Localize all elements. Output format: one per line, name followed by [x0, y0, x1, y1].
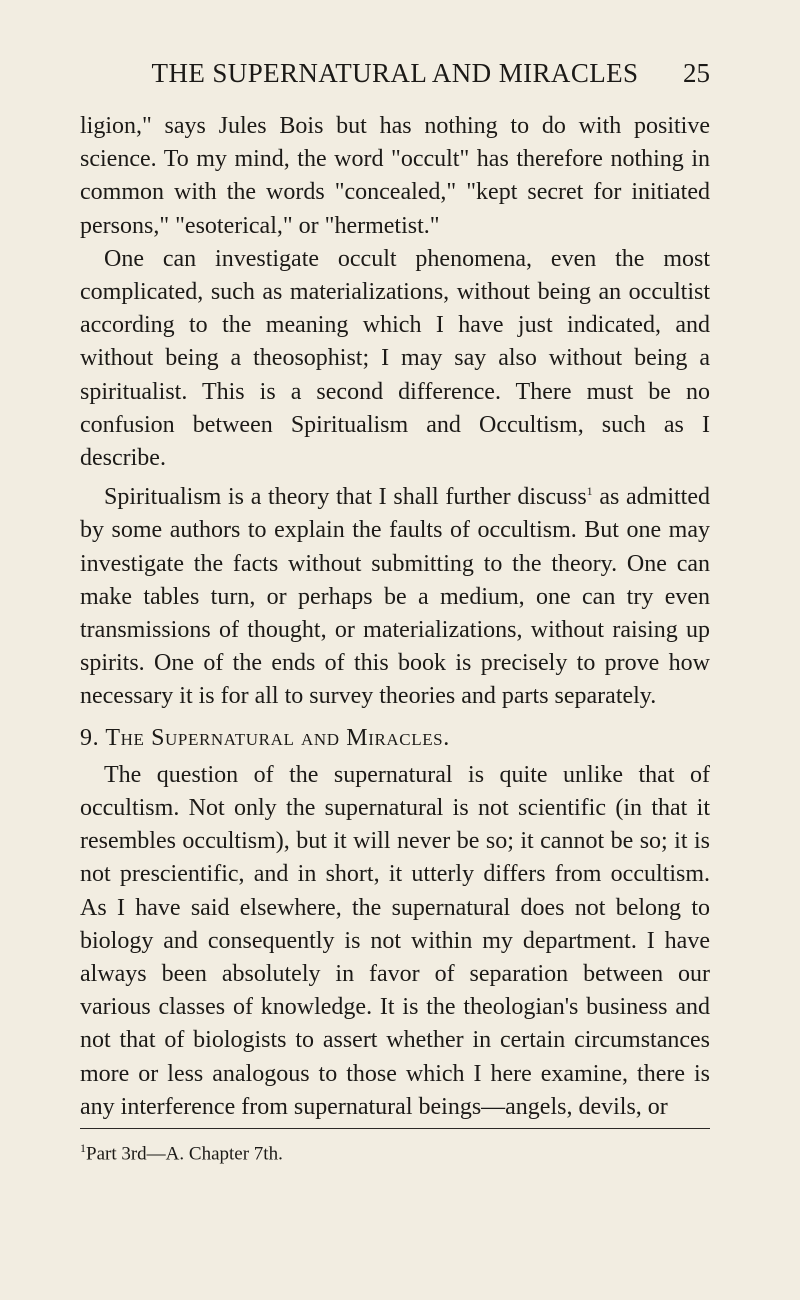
paragraph-investigation: One can investigate occult phenomena, even the most complicated, such as materializations, without being an occultist according to the meaning which I have just indicated, and without being a theosophist; I may say also without being a spiritualist. This is a second difference. There must be no confusion between Spiritualism and Occultism, such as I describe. [80, 245, 710, 472]
paragraph-continuation: ligion," says Jules Bois but has nothing to do with positive science. To my mind, the word "occult" has therefore nothing in common with the words "concealed," "kept secret for initiated persons," "esoterical," or "hermetist." [80, 113, 710, 239]
paragraph-spiritualism-text-after: as admitted by some authors to explain the faults of occultism. But one may investigate the facts without submitting to the theory. One can make tables turn, or perhaps be a medium, one can try even transmissions of thought, or materializations, without raising up spirits. One of the ends of this book is precisely to prove how necessary it is for all to survey theories and parts separately. [80, 484, 710, 710]
footnote-reference: 1 [586, 484, 593, 499]
running-head [80, 58, 710, 98]
section-number: 9. [80, 724, 100, 751]
footnote [80, 1136, 710, 1166]
paragraph-supernatural: The question of the supernatural is quite unlike that of occultism. Not only the supernatural is not scientific (in that it resembles occultism), but it will never be so; it cannot be so; it is not prescientific, and in short, it utterly differs from occultism. As I have said elsewhere, the supernatural does not belong to biology and consequently is not within my department. I have always been absolutely in favor of separation between our various classes of knowledge. It is the theologian's business and not that of biologists to assert whether in certain circumstances more or less analogous to those which I here examine, there is any interference from supernatural beings—angels, devils, or [80, 761, 710, 1120]
section-heading [80, 722, 710, 755]
body-text [80, 110, 710, 1124]
footnote-mark: 1 [80, 1141, 86, 1155]
page-number: 25 [683, 58, 710, 88]
footnote-text: Part 3rd—A. Chapter 7th. [86, 1143, 283, 1165]
paragraph-spiritualism [80, 475, 710, 713]
section-title: The Supernatural and Miracles. [105, 724, 450, 751]
footnote-divider [80, 1128, 710, 1129]
paragraph-spiritualism-text-before: Spiritualism is a theory that I shall further discuss [104, 484, 587, 511]
running-title: THE SUPERNATURAL AND MIRACLES [151, 58, 639, 88]
